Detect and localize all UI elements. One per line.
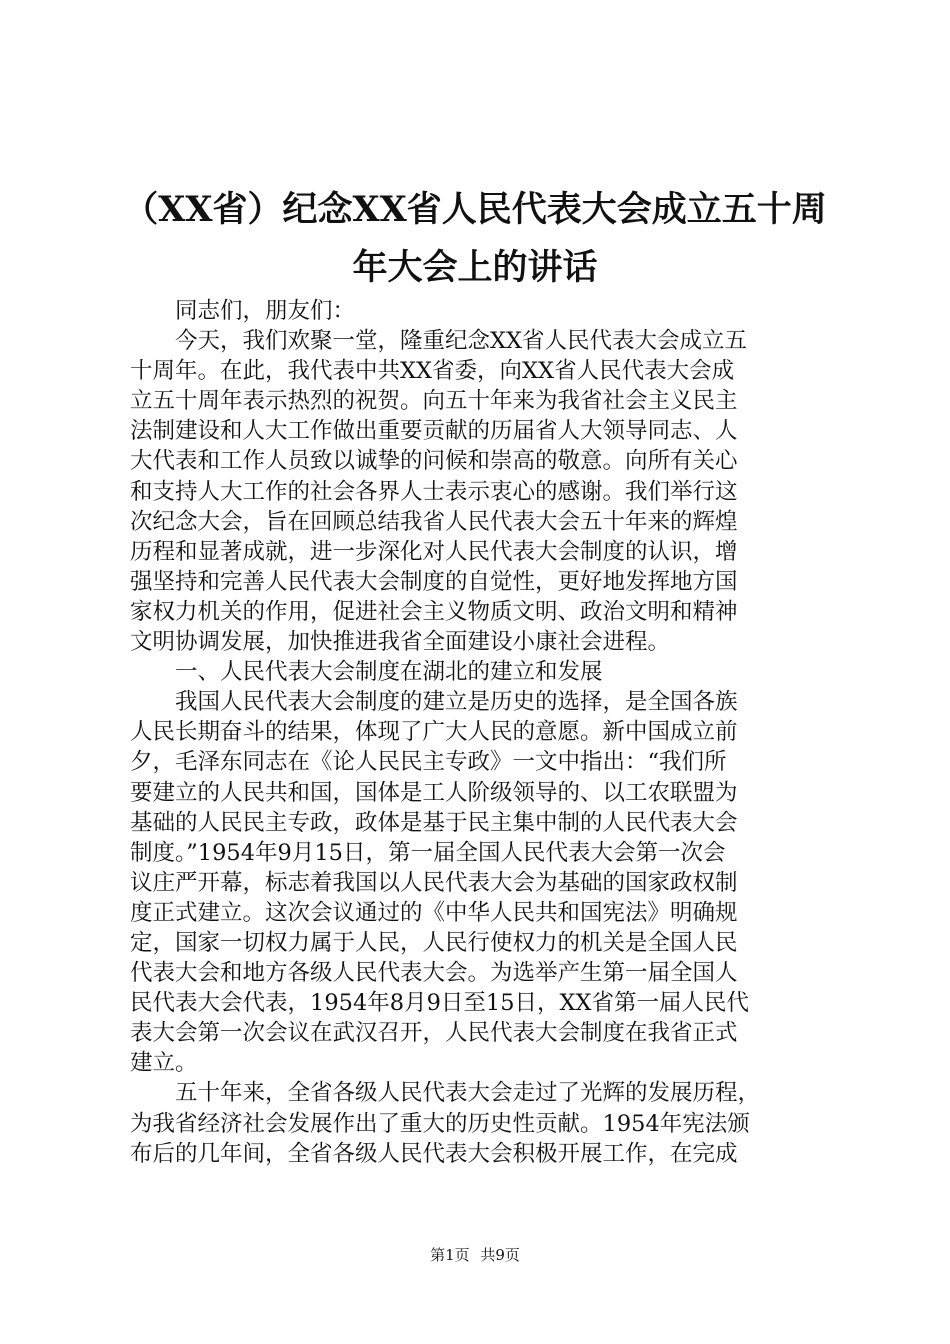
body-text-line: 民代表大会代表，1954年8月9日至15日，XX省第一届人民代	[130, 990, 750, 1017]
body-text-line: 家权力机关的作用，促进社会主义物质文明、政治文明和精神	[130, 598, 738, 625]
body-text-line: 夕，毛泽东同志在《论人民民主专政》一文中指出：“我们所	[130, 749, 727, 776]
body-text-line: 基础的人民民主专政，政体是基于民主集中制的人民代表大会	[130, 809, 738, 836]
body-text-line: 历程和显著成就，进一步深化对人民代表大会制度的认识，增	[130, 538, 738, 565]
body-text-line: 表大会第一次会议在武汉召开，人民代表大会制度在我省正式	[130, 1020, 738, 1047]
body-text-line: 法制建设和人大工作做出重要贡献的历届省人大领导同志、人	[130, 418, 738, 445]
document-title-line-2: 年大会上的讲话	[352, 247, 598, 288]
body-text-line: 次纪念大会，旨在回顾总结我省人民代表大会五十年来的辉煌	[130, 508, 738, 535]
body-text-line: 议庄严开幕，标志着我国以人民代表大会为基础的国家政权制	[130, 869, 738, 896]
body-text-line: 大代表和工作人员致以诚挚的问候和崇高的敬意。向所有关心	[130, 448, 738, 475]
body-text-line: 建立。	[130, 1050, 198, 1077]
body-text-line: 代表大会和地方各级人民代表大会。为选举产生第一届全国人	[130, 960, 738, 987]
body-text-line: 度正式建立。这次会议通过的《中华人民共和国宪法》明确规	[130, 899, 738, 926]
body-text-line: 要建立的人民共和国，国体是工人阶级领导的、以工农联盟为	[130, 779, 738, 806]
body-text-line: 五十年来，全省各级人民代表大会走过了光辉的发展历程，	[130, 1080, 761, 1107]
body-text-line: 文明协调发展，加快推进我省全面建设小康社会进程。	[130, 629, 671, 656]
body-text-line: 和支持人大工作的社会各界人士表示衷心的感谢。我们举行这	[130, 478, 738, 505]
document-title-line-1: （XX省）纪念XX省人民代表大会成立五十周	[123, 189, 827, 230]
body-text-line: 今天，我们欢聚一堂，隆重纪念XX省人民代表大会成立五	[130, 328, 748, 355]
document-body	[130, 296, 830, 1169]
body-text-line: 布后的几年间，全省各级人民代表大会积极开展工作，在完成	[130, 1140, 738, 1167]
body-text-line: 我国人民代表大会制度的建立是历史的选择，是全国各族	[130, 689, 738, 716]
body-text-line: 十周年。在此，我代表中共XX省委，向XX省人民代表大会成	[130, 358, 735, 385]
body-text-line: 强坚持和完善人民代表大会制度的自觉性，更好地发挥地方国	[130, 568, 738, 595]
page-number: 第1页	[430, 1246, 470, 1264]
body-text-line: 立五十周年表示热烈的祝贺。向五十年来为我省社会主义民主	[130, 388, 738, 415]
body-text-line: 同志们，朋友们：	[130, 298, 356, 324]
body-text-line: 制度。”1954年9月15日，第一届全国人民代表大会第一次会	[130, 839, 726, 866]
page-footer	[0, 1244, 950, 1265]
page-total: 共9页	[480, 1246, 520, 1264]
body-text-line: 为我省经济社会发展作出了重大的历史性贡献。1954年宪法颁	[130, 1110, 750, 1137]
body-text-line: 人民长期奋斗的结果，体现了广大人民的意愿。新中国成立前	[130, 719, 738, 746]
body-text-line: 定，国家一切权力属于人民，人民行使权力的机关是全国人民	[130, 929, 738, 956]
body-text-line: 一、人民代表大会制度在湖北的建立和发展	[130, 659, 603, 686]
